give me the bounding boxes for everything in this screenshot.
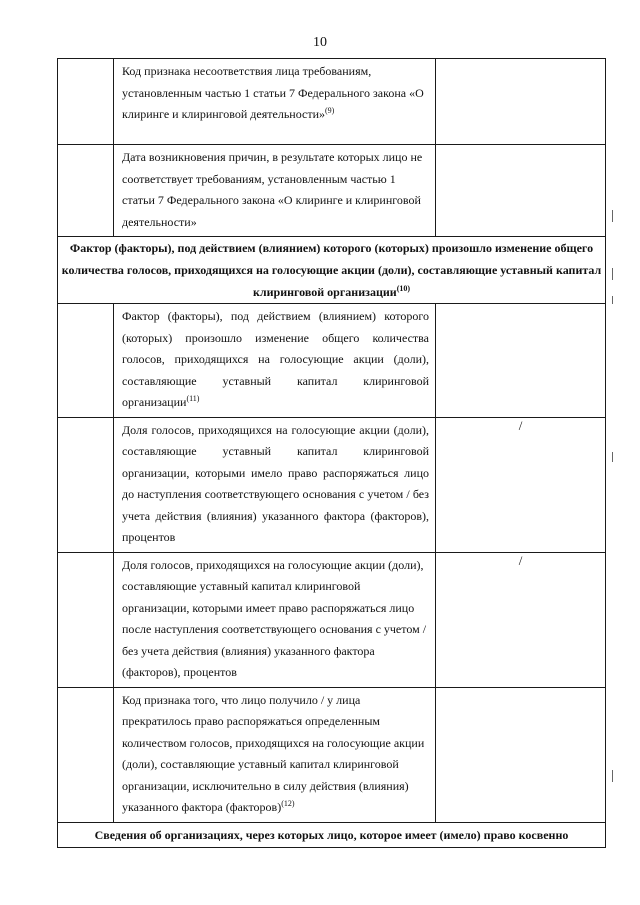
section-header	[58, 822, 606, 847]
footnote-ref: (9)	[325, 106, 335, 115]
scan-mark	[612, 770, 613, 782]
footnote-ref: (12)	[281, 799, 295, 808]
field-label: Доля голосов, приходящихся на голосующие акции (доли), составляющие уставный капитал клиринговой организации, которыми имело право распоряжаться лицо до наступления соответствующего основания с учетом / без учета действия (влияния) указанного фактора (факторов), процентов	[122, 422, 429, 544]
field-value-cell[interactable]	[436, 687, 606, 822]
field-value-cell[interactable]	[436, 59, 606, 145]
field-label-cell	[114, 145, 436, 237]
scan-mark	[612, 452, 613, 462]
field-value-cell[interactable]	[436, 145, 606, 237]
section-header-row	[58, 237, 606, 304]
field-label: Доля голосов, приходящихся на голосующие акции (доли), составляющие уставный капитал клиринговой организации, которыми имеет право распоряжаться лицо после наступления соответствующего основания с учетом / без учета действия (влияния) указанного фактора (факторов), процентов	[122, 557, 427, 679]
field-value: /	[518, 417, 523, 433]
page-number: 10	[313, 35, 327, 50]
section-header-row	[58, 822, 606, 847]
field-value: /	[518, 552, 523, 568]
scan-mark	[612, 210, 613, 222]
section-header	[58, 237, 606, 304]
row-marker-cell	[58, 304, 114, 418]
table-row	[58, 304, 606, 418]
form-table	[57, 58, 606, 848]
field-label-cell	[114, 687, 436, 822]
row-marker-cell	[58, 687, 114, 822]
table-row	[58, 687, 606, 822]
field-label: Фактор (факторы), под действием (влиянием) которого (которых) произошло изменение общего количества голосов, приходящихся на голосующие акции (доли), составляющие уставный капитал клиринговой организации	[122, 309, 429, 409]
scan-mark	[612, 268, 613, 280]
field-label: Код признака несоответствия лица требованиям, установленным частью 1 статьи 7 Федерального закона «О клиринге и клиринговой деятельности»	[122, 64, 424, 121]
table-row	[58, 59, 606, 145]
table-row	[58, 417, 606, 552]
row-marker-cell	[58, 417, 114, 552]
field-label: Дата возникновения причин, в результате которых лицо не соответствует требованиям, установленным частью 1 статьи 7 Федерального закона «О клиринге и клиринговой деятельности»	[122, 150, 423, 229]
row-marker-cell	[58, 59, 114, 145]
field-value-cell[interactable]	[436, 552, 606, 687]
field-label-cell	[114, 59, 436, 145]
field-label-cell	[114, 552, 436, 687]
row-marker-cell	[58, 552, 114, 687]
field-value-cell[interactable]	[436, 417, 606, 552]
footnote-ref: (11)	[186, 394, 200, 403]
field-label-cell	[114, 417, 436, 552]
footnote-ref: (10)	[396, 284, 411, 293]
scan-mark	[612, 296, 613, 304]
section-header-text: Сведения об организациях, через которых лицо, которое имеет (имело) право косвенно	[94, 827, 569, 842]
field-label-cell	[114, 304, 436, 418]
field-label: Код признака того, что лицо получило / у лица прекратилось право распоряжаться определенным количеством голосов, приходящихся на голосующие акции (доли), составляющие уставный капитал клиринговой организации, исключительно в силу действия (влияния) указанного фактора (факторов)	[122, 692, 425, 814]
section-header-text: Фактор (факторы), под действием (влиянием) которого (которых) произошло изменение общего количества голосов, приходящихся на голосующие акции (доли), составляющие уставный капитал клиринговой организации	[61, 241, 602, 299]
field-value-cell[interactable]	[436, 304, 606, 418]
table-row	[58, 552, 606, 687]
row-marker-cell	[58, 145, 114, 237]
table-row	[58, 145, 606, 237]
